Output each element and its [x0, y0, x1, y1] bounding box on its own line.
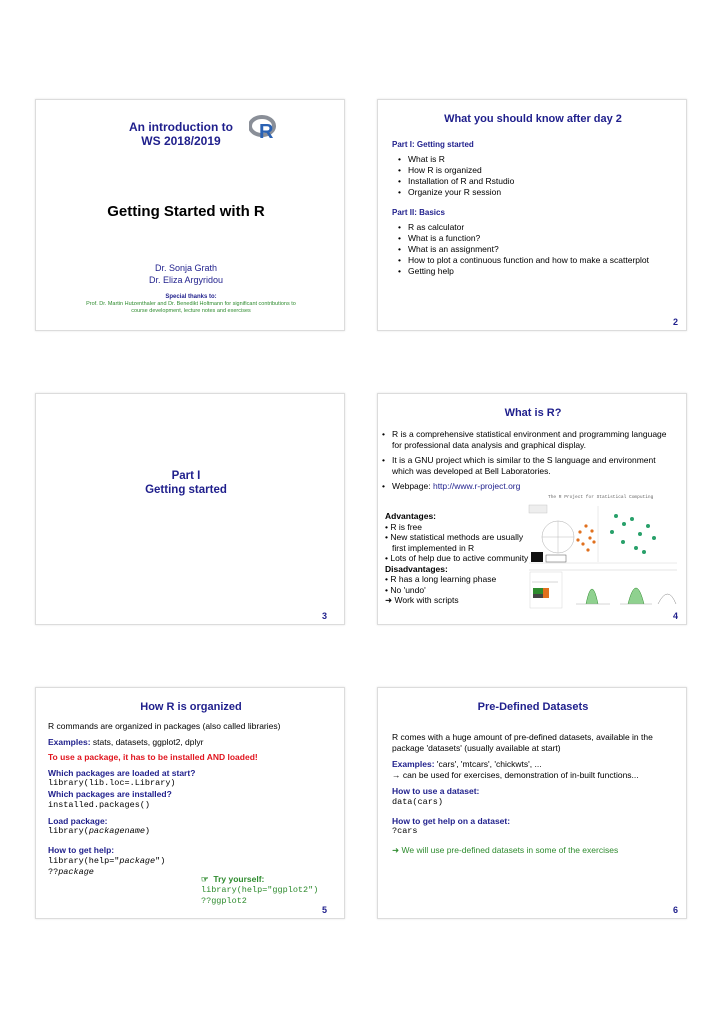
- arrow-icon: ➜: [392, 845, 400, 855]
- list-item: • R as calculator: [396, 222, 686, 233]
- pros-cons: [385, 511, 535, 606]
- page-number: 5: [322, 905, 328, 915]
- try-yourself: [201, 874, 341, 907]
- slide6-body: [392, 732, 682, 856]
- install-warning: To use a package, it has to be installed AND loaded!: [48, 752, 258, 762]
- dataset-help-heading: How to get help on a dataset:: [392, 815, 511, 826]
- slide-title: [35, 99, 345, 331]
- slide-how-r-organized: [35, 687, 345, 919]
- r-logo-icon: [249, 114, 279, 140]
- advantage-item: • Lots of help due to active community: [385, 553, 529, 563]
- list-item: • Getting help: [396, 266, 686, 277]
- examples-line: Examples: stats, datasets, ggplot2, dplyr: [48, 736, 204, 747]
- slide4-title: What is R?: [504, 407, 562, 419]
- arrow-icon: ➜: [385, 595, 393, 605]
- main-title: Getting Started with R: [107, 203, 265, 220]
- list-item: • Organize your R session: [396, 187, 681, 198]
- disadvantage-item: • R has a long learning phase: [385, 574, 497, 584]
- loaded-question: Which packages are loaded at start?: [48, 767, 196, 778]
- page-number: 2: [672, 317, 678, 327]
- advantage-item: • New statistical methods are usually first implemented in R: [385, 532, 524, 553]
- slide6-title: Pre-Defined Datasets: [477, 701, 589, 713]
- datasets-intro: R comes with a huge amount of pre-defined datasets, available in the package 'datasets' (usually available at start): [392, 732, 653, 753]
- use-heading: How to use a dataset:: [392, 786, 480, 796]
- page-number: 3: [322, 611, 328, 621]
- author-1: Dr. Sonja Grath: [154, 263, 218, 273]
- try-label: ☞ Try yourself:: [201, 874, 265, 884]
- work-with-scripts: ➜ Work with scripts: [385, 595, 459, 605]
- r-description-list: [380, 429, 676, 492]
- code-help-dataset: ?cars: [392, 826, 418, 836]
- code-load: library(packagename): [48, 826, 151, 836]
- part1-heading: Part I: Getting started: [392, 140, 474, 149]
- list-item: • What is an assignment?: [396, 244, 686, 255]
- webpage-label: Webpage:: [392, 481, 433, 491]
- slide-overview: [377, 99, 687, 331]
- slide-datasets: [377, 687, 687, 919]
- list-item: • R is a comprehensive statistical environment and programming language for professional data analysis and graphical display.: [380, 429, 676, 451]
- list-item: [380, 481, 676, 492]
- pointing-hand-icon: ☞: [201, 874, 209, 884]
- part2-list: [396, 222, 686, 277]
- page-number: 6: [672, 905, 678, 915]
- list-item: • It is a GNU project which is similar to the S language and environment which was developed at Bell Laboratories.: [380, 455, 676, 477]
- part2-heading: Part II: Basics: [392, 208, 445, 217]
- slide-what-is-r: [377, 393, 687, 625]
- r-project-caption: The R Project for Statistical Computing: [548, 495, 654, 500]
- advantages-heading: Advantages:: [385, 511, 437, 521]
- thanks-heading: Special thanks to:: [165, 294, 217, 300]
- code-help2: ??package: [48, 866, 94, 877]
- author-2: Dr. Eliza Argyridou: [148, 275, 224, 285]
- code-help: library(help="package"): [48, 855, 166, 866]
- page-number: 4: [672, 611, 678, 621]
- try-code-1: library(help="ggplot2"): [201, 884, 319, 895]
- code-installed: installed.packages(): [48, 799, 151, 810]
- slide5-body: [48, 721, 343, 878]
- intro-title-line2: WS 2018/2019: [141, 134, 221, 148]
- intro-title-line1: An introduction to: [129, 120, 233, 134]
- list-item: • What is a function?: [396, 233, 686, 244]
- list-item: • How to plot a continuous function and how to make a scatterplot: [396, 255, 686, 266]
- list-item: • How R is organized: [396, 165, 681, 176]
- exercise-note: ➜ We will use pre-defined datasets in some of the exercises: [392, 845, 619, 855]
- svg-text:R: R: [259, 121, 274, 140]
- r-project-screenshot: [528, 504, 678, 610]
- slide5-title: How R is organized: [140, 701, 242, 713]
- disadvantage-item: • No 'undo': [385, 584, 426, 595]
- code-loaded: library(lib.loc=.Library): [48, 778, 176, 788]
- slide2-title: What you should know after day 2: [444, 113, 622, 125]
- slide-part1: [35, 393, 345, 625]
- code-data: data(cars): [392, 796, 444, 807]
- part-title-line1: Part I: [171, 470, 201, 482]
- list-item: • What is R: [396, 154, 681, 165]
- load-heading: Load package:: [48, 815, 108, 826]
- use-note: → can be used for exercises, demonstration of in-built functions...: [392, 769, 639, 780]
- thanks-line-2: course development, lecture notes and exercises: [131, 308, 251, 314]
- advantage-item: • R is free: [385, 521, 422, 532]
- examples-line: Examples: 'cars', 'mtcars', 'chickwts', ...: [392, 759, 542, 769]
- packages-intro: R commands are organized in packages (also called libraries): [48, 721, 281, 731]
- list-item: • Installation of R and Rstudio: [396, 176, 681, 187]
- part-title-line2: Getting started: [145, 484, 227, 496]
- r-project-link[interactable]: http://www.r-project.org: [432, 481, 521, 491]
- try-code-2: ??ggplot2: [201, 895, 247, 906]
- help-heading: How to get help:: [48, 845, 115, 855]
- installed-question: Which packages are installed?: [48, 789, 172, 799]
- part1-list: [396, 154, 681, 198]
- thanks-line-1: Prof. Dr. Martin Hutzenthaler and Dr. Benedikt Holtmann for significant contributions to: [86, 301, 296, 307]
- disadvantages-heading: Disadvantages:: [385, 563, 448, 574]
